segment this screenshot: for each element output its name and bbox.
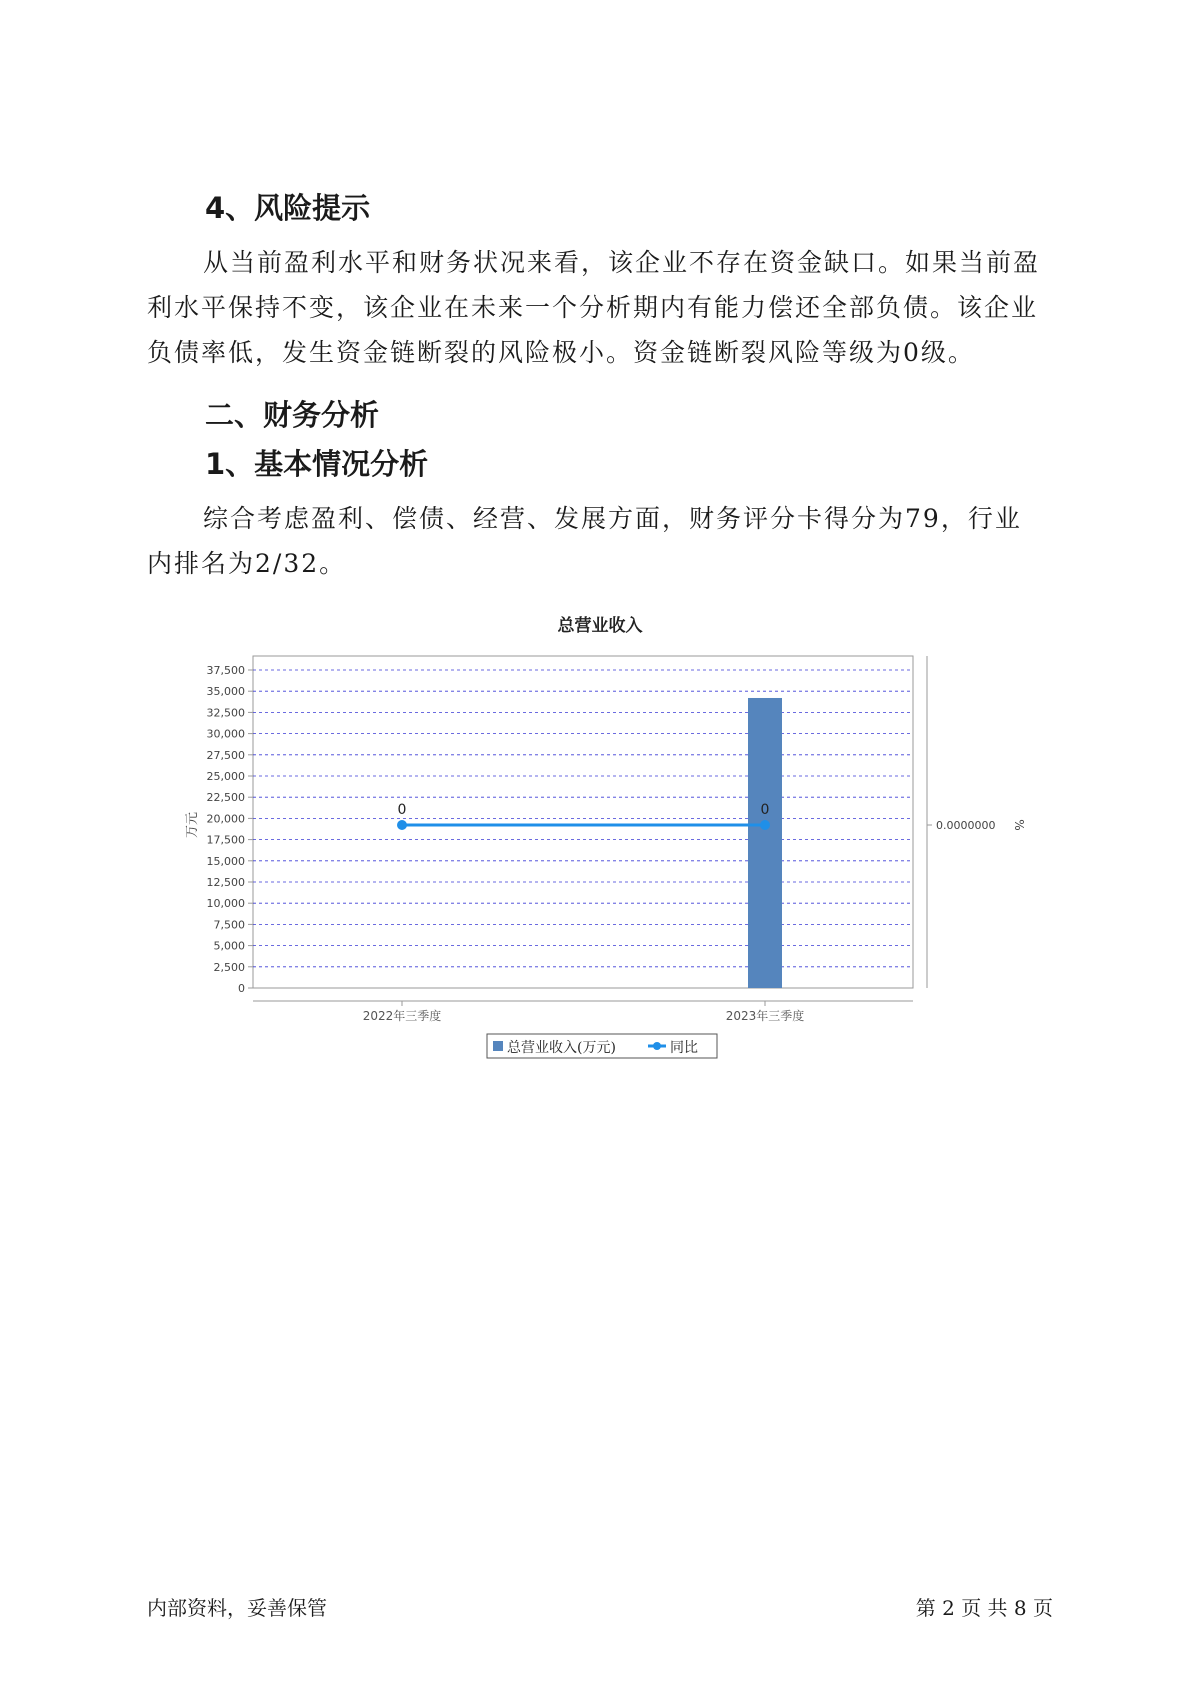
legend-line-label: 同比 [670, 1040, 698, 1056]
chart-title: 总营业收入 [557, 616, 643, 636]
yoy-point [397, 820, 407, 830]
yoy-data-label: 0 [397, 802, 407, 818]
yoy-data-label: 0 [760, 802, 770, 818]
footer-note: 内部资料，妥善保管 [147, 1596, 327, 1620]
y2-tick-label: 0.0000000 [936, 819, 996, 832]
section-heading-risk: 4、风险提示 [205, 191, 371, 225]
page-number: 第 2 页 共 8 页 [915, 1596, 1053, 1620]
legend-bar-label: 总营业收入(万元) [507, 1040, 616, 1056]
x-tick-label: 2022年三季度 [362, 1009, 442, 1023]
section-heading-finance: 二、财务分析 [205, 398, 380, 432]
y2-axis-label: % [1012, 819, 1026, 831]
y-tick-label: 37,500 [206, 664, 245, 677]
basic-paragraph: 综合考虑盈利、偿债、经营、发展方面，财务评分卡得分为79，行业内排名为2/32。 [147, 504, 1022, 578]
y-tick-label: 2,500 [213, 960, 245, 974]
legend-bar-swatch [493, 1041, 503, 1051]
section-heading-basic: 1、基本情况分析 [205, 447, 429, 481]
plot-area [253, 656, 913, 988]
revenue-bar [748, 698, 782, 988]
y-tick-label: 10,000 [206, 897, 245, 911]
legend-line-marker [653, 1042, 661, 1050]
y-tick-label: 7,500 [213, 918, 245, 932]
y-axis-label: 万元 [185, 811, 200, 839]
y-tick-label: 17,500 [206, 833, 245, 847]
y-tick-label: 25,000 [206, 770, 245, 783]
y-tick-label: 35,000 [206, 685, 245, 699]
y-tick-label: 20,000 [206, 812, 245, 826]
x-tick-label: 2023年三季度 [725, 1009, 805, 1023]
risk-paragraph: 从当前盈利水平和财务状况来看，该企业不存在资金缺口。如果当前盈利水平保持不变，该企业在未来一个分析期内有能力偿还全部负债。该企业负债率低，发生资金链断裂的风险极小。资金链断裂风险等级为0级。 [147, 248, 1041, 367]
yoy-point [760, 820, 770, 830]
y-tick-label: 15,000 [206, 854, 245, 868]
y-tick-label: 30,000 [206, 727, 245, 741]
y-tick-label: 12,500 [206, 876, 245, 889]
y-tick-label: 22,500 [206, 791, 245, 805]
y-tick-label: 5,000 [213, 939, 245, 953]
y-tick-label: 27,500 [206, 748, 245, 762]
y-tick-label: 32,500 [206, 706, 245, 720]
y-tick-label: 0 [238, 982, 245, 995]
revenue-chart [170, 608, 1030, 1068]
legend [487, 1034, 717, 1058]
